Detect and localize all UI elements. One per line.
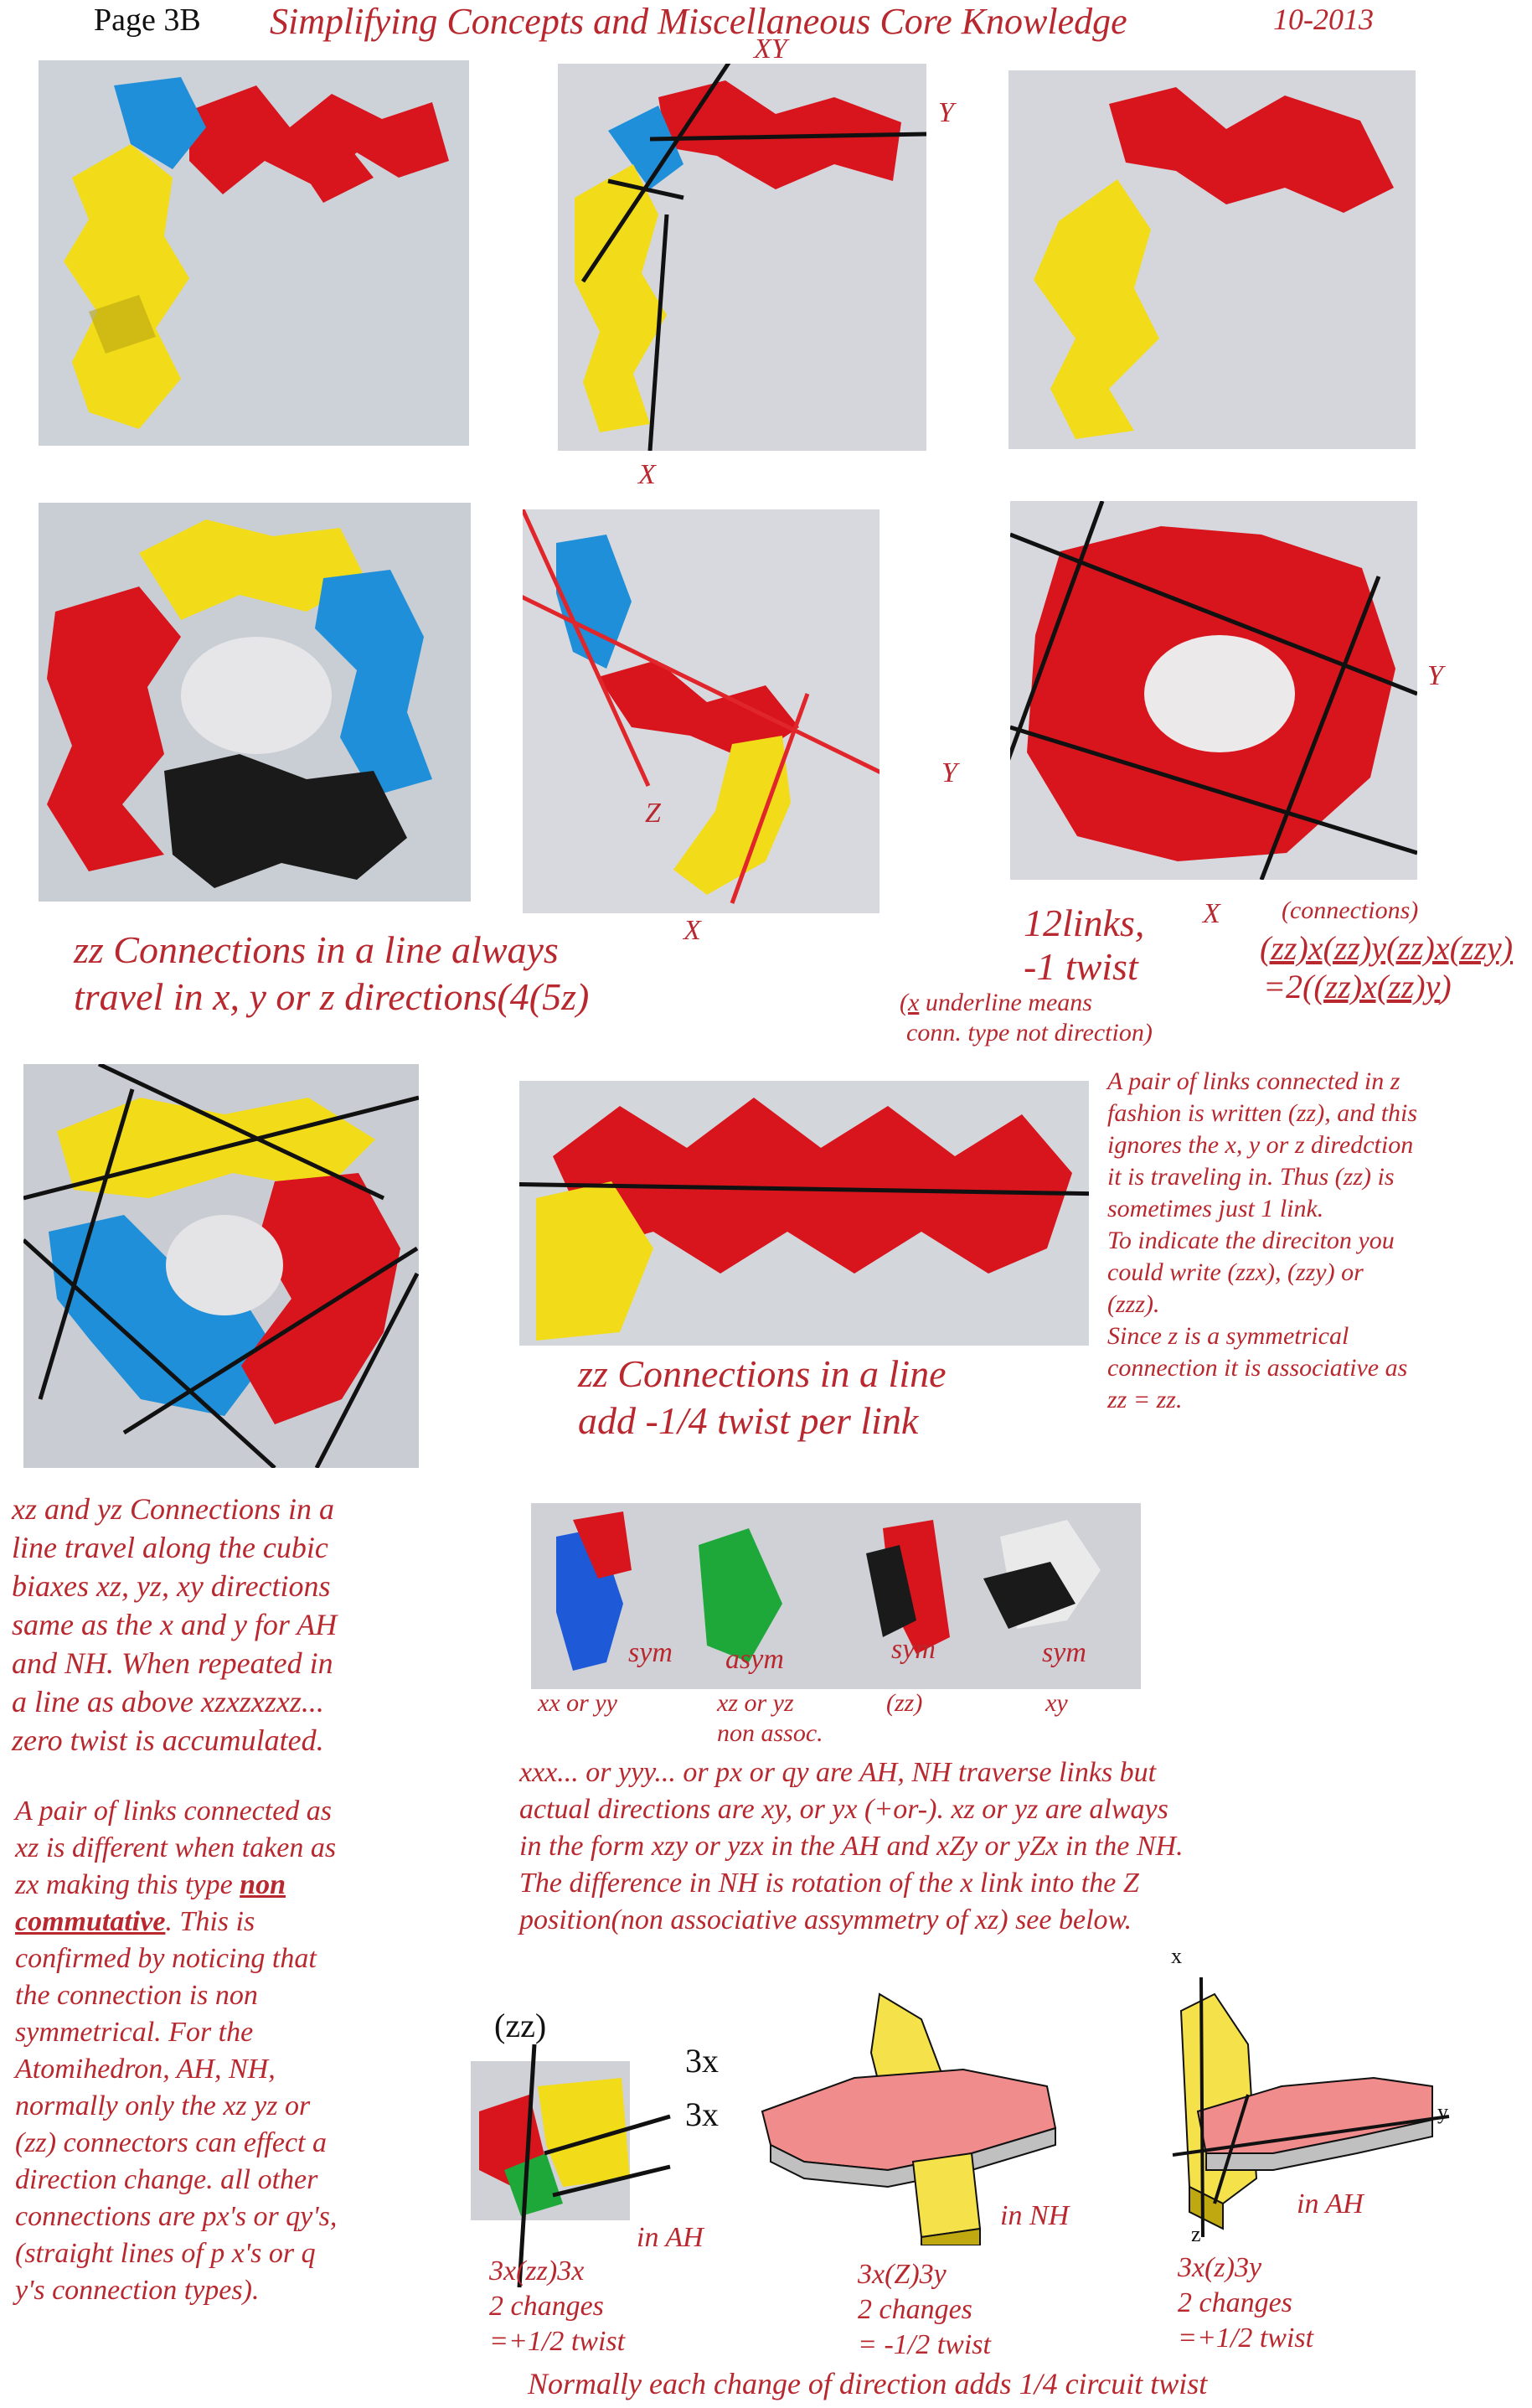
note-underline-2: conn. type not direction) <box>906 1019 1153 1046</box>
caption-line: 3x(Z)3y <box>858 2259 947 2290</box>
noncomm-line: confirmed by noticing that <box>15 1943 317 1974</box>
z-axis-letter: z <box>1191 2222 1201 2246</box>
photo-ring-four-colors <box>39 503 471 902</box>
photo-chain-blue-red <box>39 60 469 446</box>
xz-yz-line: line travel along the cubic <box>12 1531 328 1564</box>
puzzle-red-ring-graphic <box>1010 501 1417 880</box>
zz-explanation-block <box>1107 1066 1509 1416</box>
in-ah-label-2: in AH <box>1297 2188 1364 2219</box>
footer-note: Normally each change of direction adds 1/4 circuit twist <box>528 2367 1208 2400</box>
noncomm-text: . This is <box>165 1906 255 1937</box>
non-commutative-paragraph <box>15 1793 484 2309</box>
xy-connector-label: xy <box>1045 1689 1068 1717</box>
photo-ring-red-axes <box>1010 501 1417 880</box>
non-assoc-label: non assoc. <box>717 1719 823 1747</box>
xz-yz-line: biaxes xz, yz, xy directions <box>12 1569 331 1603</box>
caption-line: =+1/2 twist <box>489 2326 626 2357</box>
three-x-label-1: 3x <box>685 2042 719 2080</box>
axis-label-y-right: Y <box>1427 660 1443 691</box>
caption-zz-line-2: travel in x, y or z directions(4(5z) <box>74 975 590 1018</box>
caption-line: 3x(z)3y <box>1178 2252 1262 2283</box>
puzzle-chain-graphic <box>39 60 469 446</box>
puzzle-zz-line-graphic <box>519 1081 1089 1346</box>
axis-label-y-top: Y <box>938 97 954 128</box>
noncomm-text: zx making this type <box>15 1869 240 1900</box>
axis-label-xy: XY <box>754 34 787 65</box>
puzzle-ring-crossed-graphic <box>23 1064 419 1468</box>
noncomm-line: (straight lines of p x's or q <box>15 2238 316 2269</box>
caption-line: 2 changes <box>858 2294 972 2325</box>
zz-explanation-line: Since z is a symmetrical <box>1107 1322 1349 1350</box>
zz-explanation-line: ignores the x, y or z diredction <box>1107 1131 1414 1159</box>
traverse-line: position(non associative assymmetry of xz) see below. <box>519 1904 1132 1935</box>
caption-z-changes <box>1178 2250 1313 2356</box>
noncomm-line: (zz) connectors can effect a <box>15 2127 327 2158</box>
traverse-line: The difference in NH is rotation of the x link into the Z <box>519 1868 1139 1899</box>
three-x-label-2: 3x <box>685 2095 719 2133</box>
caption-zz-line-1: zz Connections in a line always <box>74 928 559 971</box>
noncomm-line: symmetrical. For the <box>15 2017 254 2048</box>
zz-bottom-label: (zz) <box>494 2007 547 2044</box>
xz-yz-paragraph <box>12 1490 481 1759</box>
in-ah-label-1: in AH <box>637 2222 704 2253</box>
page-title: Simplifying Concepts and Miscellaneous Core Knowledge <box>270 1 1127 42</box>
zz-explanation-line: could write (zzx), (zzy) or <box>1107 1258 1364 1286</box>
caption-12links: 12links, <box>1024 902 1145 944</box>
traverse-line: in the form xzy or yzx in the AH and xZy or yZx in the NH. <box>519 1831 1184 1862</box>
photo-zz-line <box>519 1081 1089 1346</box>
caption-zz-changes <box>489 2254 625 2359</box>
caption-line: 3x(zz)3x <box>489 2256 585 2287</box>
noncomm-line <box>15 1904 484 1940</box>
axis-label-x-mid: X <box>683 915 701 946</box>
sym-label-3: sym <box>1042 1637 1086 1668</box>
zz-explanation-line: (zzz). <box>1107 1290 1160 1318</box>
puzzle-chain-red-yellow-graphic <box>1008 70 1416 449</box>
noncomm-line: the connection is non <box>15 1980 258 2011</box>
traverse-line: actual directions are xy, or yx (+or-). xz or yz are always <box>519 1794 1168 1825</box>
photo-chain-red-yellow <box>1008 70 1416 449</box>
zz-explanation-line: it is traveling in. Thus (zz) is <box>1107 1163 1395 1191</box>
puzzle-ring-graphic <box>39 503 471 902</box>
caption-Z-changes <box>858 2257 991 2363</box>
photo-ring-crossed-lines <box>23 1064 419 1468</box>
caption-zz-add-1: zz Connections in a line <box>578 1352 947 1395</box>
xz-yz-line: and NH. When repeated in <box>12 1646 333 1680</box>
noncomm-line: connections are px's or qy's, <box>15 2201 338 2232</box>
sym-label-2: sym <box>891 1634 936 1665</box>
xz-yz-line: zero twist is accumulated. <box>12 1723 324 1757</box>
xz-yz-line: xz and yz Connections in a <box>12 1492 334 1526</box>
puzzle-zigzag-graphic <box>523 509 879 913</box>
traverse-links-paragraph <box>519 1754 1524 1939</box>
xx-yy-label: xx or yy <box>538 1689 617 1717</box>
zz-explanation-line: zz = zz. <box>1107 1386 1183 1413</box>
sym-label-1: sym <box>628 1637 673 1668</box>
photo-chain-with-axes <box>558 64 926 451</box>
xz-yz-line: same as the x and y for AH <box>12 1608 338 1641</box>
zz-explanation-line: A pair of links connected in z <box>1107 1067 1400 1095</box>
formula-line-1: (zz)x(zz)y(zz)x(zzy) <box>1260 929 1514 967</box>
connections-label: (connections) <box>1282 897 1419 924</box>
in-nh-label: in NH <box>1000 2200 1070 2231</box>
axis-label-y-mid: Y <box>941 757 957 788</box>
caption-minus-1-twist: -1 twist <box>1024 945 1138 988</box>
noncomm-line: y's connection types). <box>15 2275 260 2306</box>
formula-line-2: =2((zz)x(zz)y) <box>1263 968 1452 1005</box>
note-underline-x: x <box>908 989 920 1016</box>
traverse-line: xxx... or yyy... or px or qy are AH, NH traverse links but <box>519 1757 1157 1788</box>
axis-label-x-right: X <box>1203 898 1220 929</box>
noncomm-line: direction change. all other <box>15 2164 318 2195</box>
noncomm-line: normally only the xz yz or <box>15 2090 311 2121</box>
caption-line: = -1/2 twist <box>858 2329 991 2360</box>
caption-line: =+1/2 twist <box>1178 2323 1314 2354</box>
commutative-word: commutative <box>15 1906 166 1937</box>
note-underline-open: ( <box>900 989 908 1016</box>
non-word: non <box>240 1869 286 1900</box>
axis-label-z: Z <box>645 798 661 829</box>
xz-yz-label: xz or yz <box>717 1689 794 1717</box>
caption-line: 2 changes <box>1178 2287 1292 2318</box>
note-underline-text: underline means <box>919 989 1092 1016</box>
note-underline <box>900 987 1092 1019</box>
caption-zz-add-2: add -1/4 twist per link <box>578 1399 919 1442</box>
noncomm-line: xz is different when taken as <box>15 1832 337 1863</box>
photo-chain-zigzag-axes <box>523 509 879 913</box>
x-axis-letter: x <box>1171 1944 1182 1968</box>
axis-label-x-top: X <box>638 459 656 490</box>
zz-explanation-line: To indicate the direciton you <box>1107 1227 1395 1254</box>
noncomm-line: A pair of links connected as <box>15 1796 333 1827</box>
y-axis-letter: y <box>1437 2100 1448 2124</box>
page-date: 10-2013 <box>1273 3 1374 36</box>
zz-explanation-line: connection it is associative as <box>1107 1354 1408 1382</box>
xz-yz-line: a line as above xzxzxzxz... <box>12 1685 324 1718</box>
zz-explanation-line: fashion is written (zz), and this <box>1107 1099 1418 1127</box>
caption-line: 2 changes <box>489 2291 604 2322</box>
asym-label: asym <box>725 1644 784 1675</box>
noncomm-line <box>15 1867 484 1904</box>
zz-connector-label: (zz) <box>886 1689 923 1717</box>
page-number: Page 3B <box>94 3 201 38</box>
noncomm-line: Atomihedron, AH, NH, <box>15 2054 276 2085</box>
zz-explanation-line: sometimes just 1 link. <box>1107 1195 1324 1222</box>
puzzle-chain-axes-graphic <box>558 64 926 451</box>
